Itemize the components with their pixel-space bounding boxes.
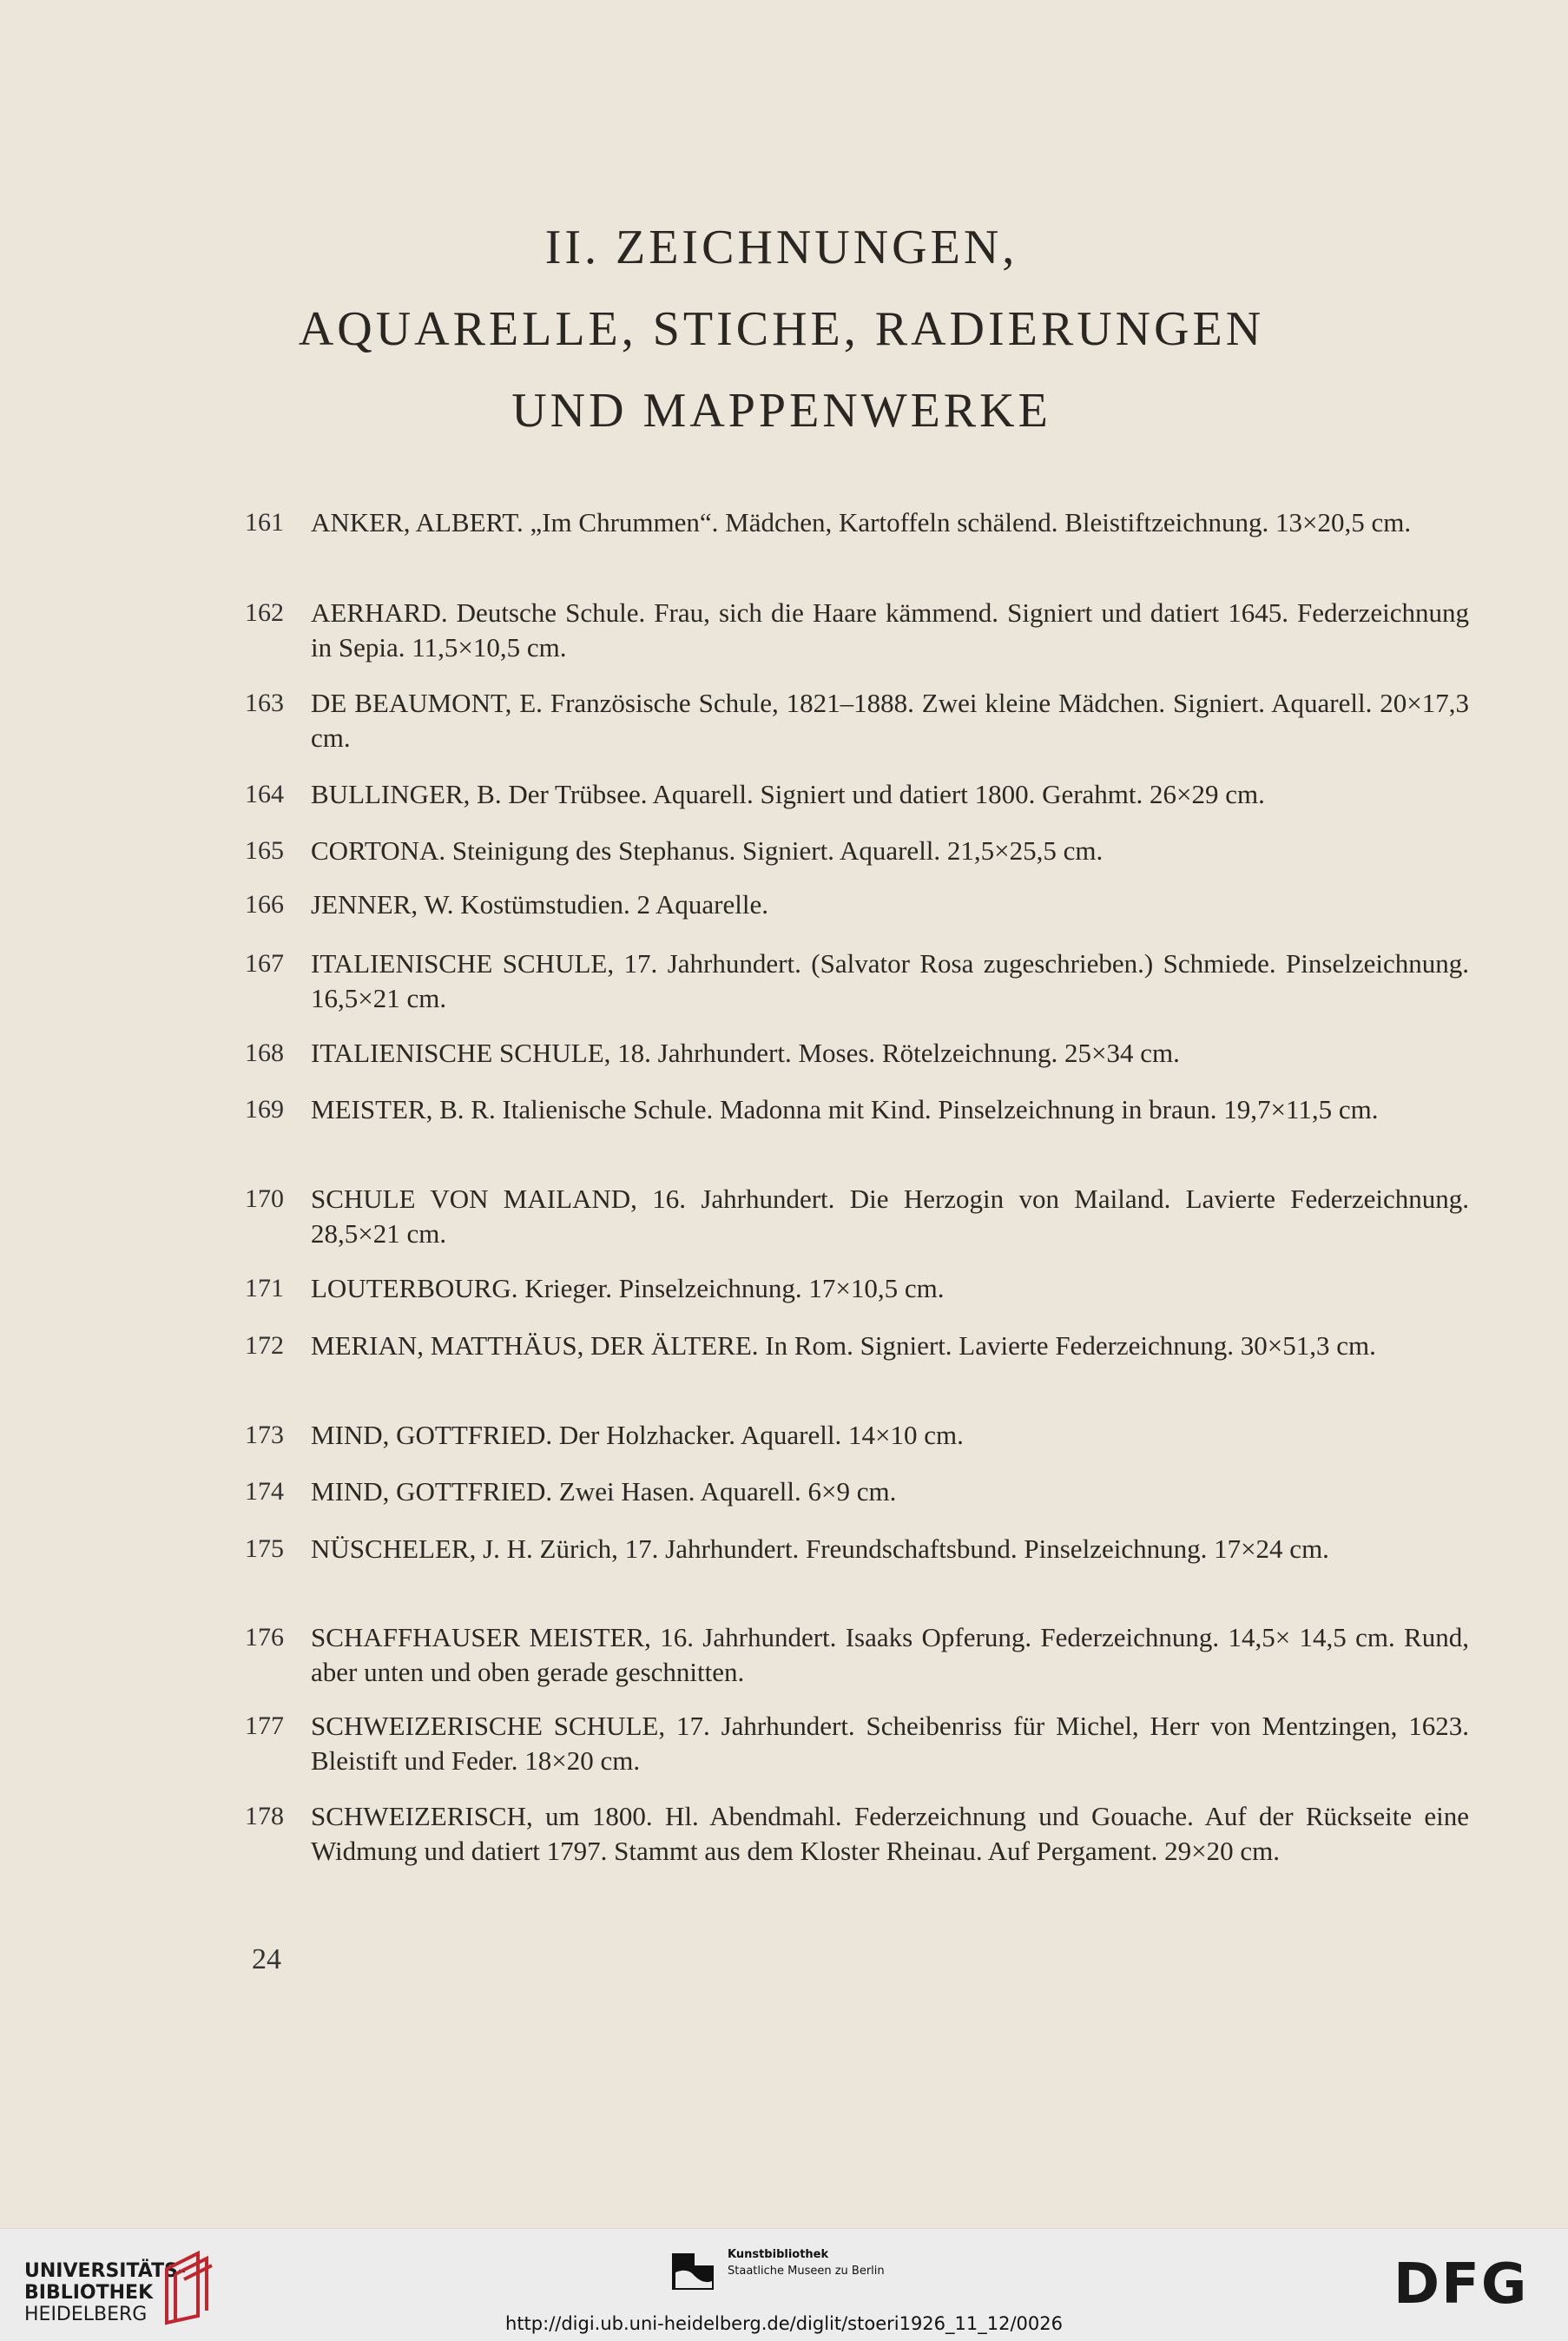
entry-number: 176 [245, 1623, 284, 1652]
catalog-entry [245, 946, 1469, 1016]
kunstbibliothek-logo-text[interactable] [728, 2246, 885, 2279]
catalog-entry [245, 1532, 1469, 1566]
entry-number: 178 [245, 1802, 284, 1830]
catalog-entry [245, 1418, 1469, 1453]
entry-number: 177 [245, 1711, 284, 1740]
entry-number: 171 [245, 1274, 284, 1302]
entry-text: BULLINGER, B. Der Trübsee. Aquarell. Signiert und datiert 1800. Gerahmt. 26×29 cm. [311, 779, 1265, 809]
catalog-entry [245, 1620, 1469, 1690]
entry-text: MIND, GOTTFRIED. Zwei Hasen. Aquarell. 6×9 cm. [311, 1476, 897, 1507]
entry-text: CORTONA. Steinigung des Stephanus. Signiert. Aquarell. 21,5×25,5 cm. [311, 835, 1104, 866]
catalog-entry [245, 1474, 1469, 1509]
entry-number: 172 [245, 1331, 284, 1360]
entry-text: ITALIENISCHE SCHULE, 17. Jahrhundert. (Salvator Rosa zugeschrieben.) Schmiede. Pinselzeichnung. 16,5×21 cm. [311, 948, 1469, 1013]
entry-text: NÜSCHELER, J. H. Zürich, 17. Jahrhundert. Freundschaftsbund. Pinselzeichnung. 17×24 cm. [311, 1533, 1329, 1564]
ub-logo-line-2: BIBLIOTHEK [24, 2282, 154, 2304]
entry-number: 161 [245, 508, 284, 537]
catalog-entry [245, 1182, 1469, 1251]
catalog-entry [245, 1271, 1469, 1306]
entry-text: SCHAFFHAUSER MEISTER, 16. Jahrhundert. Isaaks Opferung. Federzeichnung. 14,5× 14,5 cm. Rund, aber unten und oben gerade geschnitten. [311, 1622, 1469, 1687]
entry-text: SCHWEIZERISCH, um 1800. Hl. Abendmahl. Federzeichnung und Gouache. Auf der Rückseite eine Widmung und datiert 1797. Stammt aus dem Kloster Rheinau. Auf Pergament. 29×20 cm. [311, 1801, 1469, 1866]
catalog-entry [245, 1709, 1469, 1778]
entry-number: 170 [245, 1184, 284, 1213]
catalog-entry [245, 1329, 1469, 1363]
catalog-entry [245, 834, 1469, 868]
entry-number: 168 [245, 1039, 284, 1067]
catalog-entry [245, 777, 1469, 812]
catalog-entry [245, 505, 1469, 540]
entry-number: 166 [245, 890, 284, 919]
catalog-entry [245, 887, 1469, 922]
catalog-entry [245, 1036, 1469, 1071]
entry-text: SCHULE VON MAILAND, 16. Jahrhundert. Die Herzogin von Mailand. Lavierte Federzeichnung. 28,5×21 cm. [311, 1184, 1469, 1249]
catalog-entry [245, 1092, 1469, 1127]
heading-line-3: UND MAPPENWERKE [511, 384, 1051, 438]
kb-line-1: Kunstbibliothek [728, 2248, 829, 2261]
entry-number: 169 [245, 1095, 284, 1124]
entry-text: SCHWEIZERISCHE SCHULE, 17. Jahrhundert. Scheibenriss für Michel, Herr von Mentzingen, 1623. Bleistift und Feder. 18×20 cm. [311, 1711, 1469, 1776]
entry-text: MERIAN, MATTHÄUS, DER ÄLTERE. In Rom. Signiert. Lavierte Federzeichnung. 30×51,3 cm. [311, 1330, 1376, 1361]
entry-text: ANKER, ALBERT. „Im Chrummen“. Mädchen, Kartoffeln schälend. Bleistiftzeichnung. 13×20,5 cm. [311, 507, 1412, 537]
catalog-entry [245, 1799, 1469, 1869]
entry-text: ITALIENISCHE SCHULE, 18. Jahrhundert. Moses. Rötelzeichnung. 25×34 cm. [311, 1038, 1180, 1068]
entry-number: 162 [245, 598, 284, 627]
page-number: 24 [252, 1943, 281, 1975]
ub-logo-line-1: UNIVERSITÄTS- [24, 2260, 187, 2282]
kb-line-2: Staatliche Museen zu Berlin [728, 2265, 885, 2278]
entry-text: MEISTER, B. R. Italienische Schule. Madonna mit Kind. Pinselzeichnung in braun. 19,7×11,5 cm. [311, 1094, 1379, 1124]
entry-text: MIND, GOTTFRIED. Der Holzhacker. Aquarell. 14×10 cm. [311, 1420, 964, 1450]
entry-number: 175 [245, 1534, 284, 1563]
heading-line-1: II. ZEICHNUNGEN, [544, 221, 1018, 274]
entry-text: DE BEAUMONT, E. Französische Schule, 1821–1888. Zwei kleine Mädchen. Signiert. Aquarell. 20×17,3 cm. [311, 688, 1469, 753]
entry-number: 173 [245, 1421, 284, 1449]
entry-number: 167 [245, 949, 284, 978]
section-heading [260, 207, 1302, 452]
entry-number: 163 [245, 689, 284, 717]
kunstbibliothek-emblem-icon [669, 2246, 717, 2295]
catalog-entry [245, 596, 1469, 665]
entry-text: JENNER, W. Kostümstudien. 2 Aquarelle. [311, 889, 768, 920]
entry-text: AERHARD. Deutsche Schule. Frau, sich die Haare kämmend. Signiert und datiert 1645. Federzeichnung in Sepia. 11,5×10,5 cm. [311, 597, 1469, 663]
entry-number: 164 [245, 780, 284, 808]
viewer-footer [0, 2228, 1568, 2341]
ub-logo-line-3: HEIDELBERG [24, 2304, 148, 2325]
heading-line-2: AQUARELLE, STICHE, RADIERUNGEN [298, 302, 1265, 356]
entry-number: 174 [245, 1477, 284, 1506]
dfg-logo[interactable]: DFG [1393, 2252, 1529, 2317]
entry-number: 165 [245, 836, 284, 865]
catalog-entry [245, 686, 1469, 755]
permalink-url[interactable]: http://digi.ub.uni-heidelberg.de/diglit/stoeri1926_11_12/0026 [505, 2313, 1063, 2334]
entry-text: LOUTERBOURG. Krieger. Pinselzeichnung. 17×10,5 cm. [311, 1273, 945, 1303]
